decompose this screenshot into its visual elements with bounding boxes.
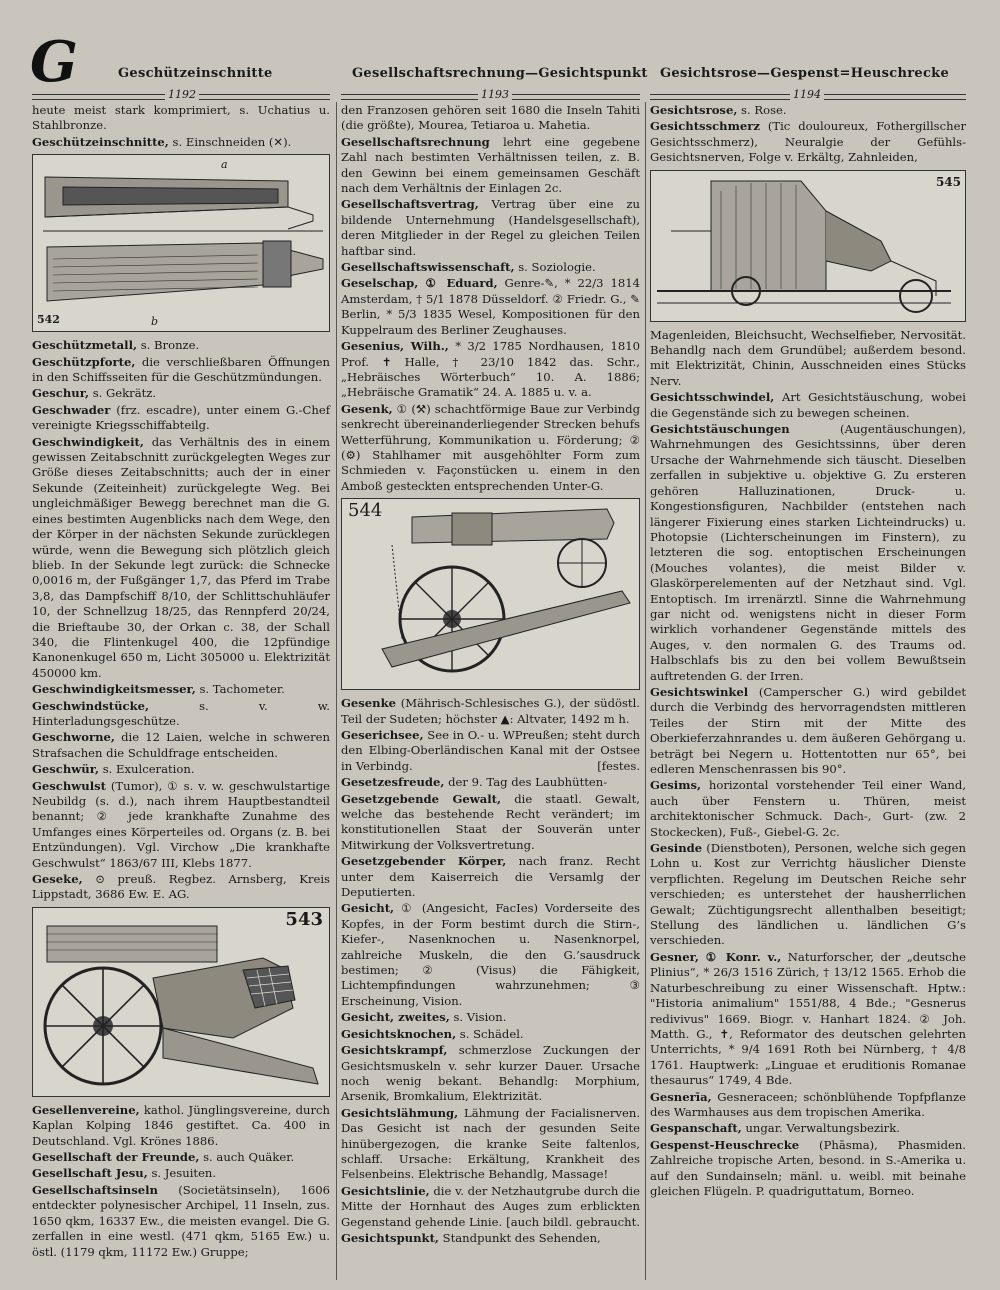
entry: Geschwür, s. Exulceration. <box>32 762 195 777</box>
header-middle: Gesellschaftsrechnung—Gesichtspunkt <box>352 66 648 81</box>
headword: Geschworne, <box>32 730 115 745</box>
entry: Geschur, s. Gekrätz. <box>32 386 157 401</box>
mortar-illustration <box>342 499 640 689</box>
gun-barrel-illustration <box>33 155 330 331</box>
entry: heute meist stark komprimiert, s. Uchatius u. Stahlbronze. <box>32 103 330 133</box>
entry: Gesner, ① Konr. v., Naturforscher, der „deutsche Plinius“, * 26/3 1516 Zürich, † 13/12 1565. Erhob die Naturbeschreibung zu einer Wissenschaft. Hptw.: "Historia animalium" 1551/88, 4 Bde.; "Gesnerus redivivus" 1669. Biogr. v. Hanhart 1824. ② Joh. Matth. G., ✝, Reformator des deutschen gelehrten Unterrichts, * 9/4 1691 Roth bei Nürnberg, † 4/8 1761. Hauptwerk: „Linguae et eruditionis Romanae thesaurus“ 1749, 4 Bde. <box>650 949 966 1088</box>
figure-545-gun-carriage <box>650 170 966 322</box>
headword: Gesenk, <box>341 401 393 416</box>
section-letter: G <box>30 29 78 95</box>
entry: Gesichtslähmung, Lähmung der Facialisnerven. Das Gesicht ist nach der gesunden Seite hinübergezogen, die kranke Seite faltenlos, schlaff. Ursache: Erkältung, Krankheit des Felsenbeins. Elektrische Behandlg, Massage! <box>341 1105 640 1182</box>
headword: Geschwür, <box>32 762 100 777</box>
headword: Gesicht, <box>341 901 395 916</box>
headword: Gesicht, zweites, <box>341 1010 450 1025</box>
entry: Geschworne, die 12 Laien, welche in schweren Strafsachen die Schuldfrage entscheiden. <box>32 730 330 760</box>
page-number-left: 1192 <box>165 88 199 101</box>
entry: Gesichtswinkel (Camperscher G.) wird gebildet durch die Verbindg des hervorragendsten mittleren Teiles der Stirn mit der Mitte des Oberkieferzahnrandes u. dem äußeren Gehörgang u. beträgt bei Negern u. Hottentotten nur 65°, bei edleren Menschenrassen bis 90°. <box>650 684 966 776</box>
headword: Gespenst-Heuschrecke <box>650 1137 800 1152</box>
entry: Geschwulst (Tumor), ① s. v. w. geschwulstartige Neubildg (s. d.), nach ihrem Hauptbestandteil benannt; ② jede krankhafte Zunahme des Umfanges eines Körperteiles od. Organs (z. B. bei Entzündungen). Vgl. Virchow „Die krankhafte Geschwulst“ 1863/67 III, Klebs 1877. <box>32 778 330 870</box>
header-right: Gesichtsrose—Gespenst=Heuschrecke <box>660 66 950 81</box>
gun-carriage-illustration <box>651 171 966 321</box>
headword: Gesenius, Wilh., <box>341 339 449 354</box>
entry: Gesenius, Wilh., * 3/2 1785 Nordhausen, 1810 Prof. ✝ Halle, † 23/10 1842 das. Schr., „Hebräisches Wörterbuch“ 10. A. 1886; „Hebräische Gramatik“ 24. A. 1885 u. v. a. <box>341 339 640 400</box>
figure-544-mortar <box>341 498 640 690</box>
entry: Geschwader (frz. escadre), unter einem G.-Chef vereinigte Kriegsschiffabteilg. <box>32 402 330 433</box>
entry: Gesichtsschwindel, Art Gesichtstäuschung, wobei die Gegenstände sich zu bewegen scheinen. <box>650 390 966 420</box>
headword: Geschützpforte, <box>32 354 136 369</box>
headword: Geschwindstücke, <box>32 698 150 713</box>
headword: Gesellschaftswissenschaft, <box>341 260 515 275</box>
entry: Gesellschaftswissenschaft, s. Soziologie. <box>341 260 596 275</box>
headword: Gespanschaft, <box>650 1121 742 1136</box>
entry: Gesicht, ① (Angesicht, FacIes) Vorderseite des Kopfes, in der Form bestimt durch die Stirn-, Kiefer-, Nasenknochen u. Nasenknorpel, zahlreiche Muskeln, die den G.’sausdruck bestimen; ② (Visus) die Fähigkeit, Lichtempfindungen wahrzunehmen; ③ Erscheinung, Vision. <box>341 901 640 1008</box>
entry: Gesellschaft der Freunde, s. auch Quäker. <box>32 1150 295 1165</box>
headword: Gesims, <box>650 778 702 793</box>
headword: Geschwindigkeit, <box>32 434 144 449</box>
headword: Geschützmetall, <box>32 338 138 353</box>
headword: Gesellschaftsvertrag, <box>341 197 479 212</box>
entry: Gesetzgebende Gewalt, die staatl. Gewalt, welche das bestehende Recht verändert; im konstitutionellen Staat der Souverän unter Mitwirkung der Volksvertretung. <box>341 791 640 852</box>
figure-number: 543 <box>285 908 323 930</box>
headword: Geschützeinschnitte, <box>32 134 169 149</box>
headword: Gesetzgebende Gewalt, <box>341 791 502 806</box>
figure-label-b: b <box>151 314 159 328</box>
entry: Gesellschaftsinseln (Societätsinseln), 1606 entdeckter polynesischer Archipel, 11 Inseln, zus. 1650 qkm, 16337 Ew., die meisten evangel. Die G. zerfallen in eine westl. (471 qkm, 5165 Ew.) u. östl. (1179 qkm, 11172 Ew.) Gruppe; <box>32 1182 330 1259</box>
entry: Geschwindstücke, s. v. w. Hinterladungsgeschütze. <box>32 698 330 728</box>
entry: Gesellschaftsvertrag, Vertrag über eine zu bildende Unternehmung (Handelsgesellschaft), deren Mitglieder in der Regel zu gleichen Teilen haftbar sind. <box>341 197 640 258</box>
headword: Gesichtsschwindel, <box>650 390 775 405</box>
entry: Gesims, horizontal vorstehender Teil einer Wand, auch über Fenstern u. Thüren, meist architektonischer Schmuck. Dach-, Gurt- (zw. 2 Stockecken), Fuß-, Giebel-G. 2c. <box>650 778 966 839</box>
headword: Gesichtswinkel <box>650 684 749 699</box>
headword: Gesichtslinie, <box>341 1183 430 1198</box>
headword: Gesichtspunkt, <box>341 1230 439 1245</box>
entry: Gespenst-Heuschrecke (Phāsma), Phasmiden. Zahlreiche tropische Arten, besond. in S.-Amerika u. auf den Sundainseln; mänl. u. weibl. mit beinahe gleichen Flügeln. P. quadriguttatum, Borneo. <box>650 1137 966 1198</box>
figure-label-a: a <box>221 158 228 172</box>
entry: Gesichtspunkt, Standpunkt des Sehenden, <box>341 1230 601 1245</box>
headword: Gesellschaft der Freunde, <box>32 1150 200 1165</box>
figure-number: 542 <box>37 312 60 326</box>
entry: Geschwindigkeit, das Verhältnis des in einem gewissen Zeitabschnitt zurückgelegten Weges zur Größe dieses Zeitabschnitts; auch der in einer Sekunde (Zeiteinheit) zurückgelegte Weg. Bei ungleichmäßiger Bewegg berechnet man die G. eines bestimten Augenblicks nach dem Wege, den der Körper in der nächsten Sekunde zurücklegen würde, wenn die Bewegung sich plötzlich gleich blieb. In der Sekunde legt zurück: die Schnecke 0,0016 m, der Fußgänger 1,7, das Pferd im Trabe 3,8, das Dampfschiff 8/10, der Schlittschuhläufer 10, der Schnellzug 18/25, das Rennpferd 20/24, die Brieftaube 30, der Orkan c. 38, der Schall 340, die Flintenkugel 400, die 12pfündige Kanonenkugel 650 m, Licht 305000 u. Elektrizität 450000 km. <box>32 434 330 680</box>
entry: Gesichtsrose, s. Rose. <box>650 103 787 117</box>
entry: Geselschap, ① Eduard, Genre-✎, * 22/3 1814 Amsterdam, † 5/1 1878 Düsseldorf. ② Friedr. G., ✎ Berlin, * 5/3 1835 Wesel, Kompositionen für den Kuppelraum des Berliner Zeughauses. <box>341 276 640 337</box>
headword: Gesellschaft Jesu, <box>32 1166 148 1181</box>
entry: Gesichtskrampf, schmerzlose Zuckungen der Gesichtsmuskeln v. sehr kurzer Dauer. Ursache noch wenig bekant. Behandlg: Morphium, Arsenik, Bromkalium, Elektrizität. <box>341 1043 640 1104</box>
entry: Geschützmetall, s. Bronze. <box>32 338 200 353</box>
headword: Gesnerīa, <box>650 1089 712 1104</box>
headword: Geselschap, ① Eduard, <box>341 276 498 291</box>
headword: Gesellschaftsinseln <box>32 1182 158 1197</box>
entry: Gesichtsknochen, s. Schädel. <box>341 1026 524 1041</box>
headword: Geschwindigkeitsmesser, <box>32 682 196 697</box>
entry: Gespanschaft, ungar. Verwaltungsbezirk. <box>650 1121 900 1136</box>
entry: Geserichsee, See in O.- u. WPreußen; steht durch den Elbing-Oberländischen Kanal mit der Ostsee in Verbindg. [festes. <box>341 727 640 773</box>
entry: Gesinde (Dienstboten), Personen, welche sich gegen Lohn u. Kost zur Verrichtg häuslicher Dienste verpflichten. Regelung im Deutschen Reiche sehr verschieden; es unterstehet der hausherrlichen Gewalt; Züchtigungsrecht allenthalben beseitigt; Stellung des ländlichen u. ländlichen G’s verschieden. <box>650 841 966 948</box>
headword: Gesetzgebender Körper, <box>341 854 507 869</box>
entry: Gesetzesfreude, der 9. Tag des Laubhütten- <box>341 775 608 790</box>
headword: Geserichsee, <box>341 727 424 742</box>
entry: Geschützpforte, die verschließbaren Öffnungen in den Schiffsseiten für die Geschützmündungen. <box>32 354 330 385</box>
entry: Gesichtstäuschungen (Augentäuschungen), Wahrnehmungen des Gesichtssinns, über deren Ursache der Wahrnehmende sich täuscht. Dieselben zerfallen in subjektive u. objektive G. Zu ersteren gehören Halluzinationen, Druck- u. Kongestionsfiguren, Nachbilder (entstehen nach längerer Fixierung eines starken Lichteindrucks) u. Photopsie (Lichterscheinungen im Finstern), zu letzteren die sog. entoptischen Erscheinungen (Mouches volantes), die meist Bilder v. Glaskörperelementen auf der Netzhaut sind. Vgl. Entoptisch. Im irrenärztl. Sinne die Wahrnehmung gar nicht od. wenigstens nicht in dieser Form wirklich vorhandener Gegenstände mittels des Auges, v. den normalen G. des Traums od. Halbschlafs bis zu den bei vollem Bewußtsein auftretenden G. der Irren. <box>650 422 966 683</box>
entry: Gesellschaft Jesu, s. Jesuiten. <box>32 1166 217 1181</box>
column-right <box>650 103 966 1200</box>
entry: Geschwindigkeitsmesser, s. Tachometer. <box>32 682 285 697</box>
headword: Gesinde <box>650 841 703 856</box>
headword: Gesellenvereine, <box>32 1102 140 1117</box>
headword: Geschwader <box>32 402 111 417</box>
figure-542-gun-barrel <box>32 154 330 332</box>
entry: Gesellenvereine, kathol. Jünglingsvereine, durch Kaplan Kolping 1846 gestiftet. Ca. 400 in Deutschland. Vgl. Krönes 1886. <box>32 1102 330 1148</box>
column-left <box>32 103 330 1261</box>
headword: Gesichtskrampf, <box>341 1043 448 1058</box>
entry: Gesicht, zweites, s. Vision. <box>341 1010 507 1025</box>
headword: Gesner, ① Konr. v., <box>650 949 782 964</box>
entry: Magenleiden, Bleichsucht, Wechselfieber, Nervosität. Behandlg nach dem Grundübel; außerdem besond. mit Elektrizität, Chinin, Ausschneiden eines Stücks Nerv. <box>650 327 966 388</box>
column-divider <box>336 102 337 1280</box>
entry: Gesnerīa, Gesneraceen; schönblühende Topfpflanze des Warmhauses aus dem tropischen Amerika. <box>650 1089 966 1119</box>
page-number-right: 1194 <box>790 88 824 101</box>
headword: Geschwulst <box>32 778 106 793</box>
figure-number: 544 <box>348 500 383 522</box>
figure-543-field-gun <box>32 907 330 1097</box>
entry: Geschützeinschnitte, s. Einschneiden (✕). <box>32 134 292 149</box>
column-middle <box>341 103 640 1247</box>
headword: Gesichtsknochen, <box>341 1026 457 1041</box>
entry: Gesenk, ① (⚒) schachtförmige Baue zur Verbindg senkrecht übereinanderliegender Strecken behufs Wetterführung, Kommunikation u. Förderung; ② (⚙) Stahlhamer mit ausgehöhlter Form zum Schmieden v. Façonstücken u. einem in den Amboß gesteckten entsprechenden Unter-G. <box>341 401 640 493</box>
column-divider <box>645 102 646 1280</box>
headword: Geschur, <box>32 386 90 401</box>
entry: Gesellschaftsrechnung lehrt eine gegebene Zahl nach bestimten Verhältnissen teilen, z. B. den Gewinn bei einem gemeinsamen Geschäft nach dem Verhältnis der Einlagen 2c. <box>341 134 640 196</box>
headword: Gesenke <box>341 696 397 711</box>
headword: Gesetzesfreude, <box>341 775 445 790</box>
entry: den Franzosen gehören seit 1680 die Inseln Tahiti (die größte), Mourea, Tetiaroa u. Mahetia. <box>341 103 640 133</box>
headword: Gesellschaftsrechnung <box>341 134 490 149</box>
entry: Geseke, ⊙ preuß. Regbez. Arnsberg, Kreis Lippstadt, 3686 Ew. E. AG. <box>32 872 330 902</box>
entry: Gesichtslinie, die v. der Netzhautgrube durch die Mitte der Hornhaut des Auges zum erblickten Gegenstand gehende Linie. [auch bildl. gebraucht. <box>341 1183 640 1229</box>
headword: Gesichtsschmerz <box>650 119 760 134</box>
figure-number: 545 <box>935 174 961 189</box>
entry: Gesenke (Mährisch-Schlesisches G.), der südöstl. Teil der Sudeten; höchster ▲: Altvater, 1492 m h. <box>341 696 640 726</box>
entry: Gesetzgebender Körper, nach franz. Recht unter dem Kaiserreich die Versamlg der Deputierten. <box>341 854 640 900</box>
entry: Gesichtsschmerz (Tic douloureux, Fothergillscher Gesichtsschmerz), Neuralgie der Gefühls-Gesichtsnerven, Folge v. Erkältg, Zahnleiden, <box>650 119 966 165</box>
page-number-middle: 1193 <box>478 88 512 101</box>
headword: Gesichtslähmung, <box>341 1105 459 1120</box>
headword: Geseke, <box>32 872 83 887</box>
headword: Gesichtstäuschungen <box>650 422 790 437</box>
header-left: Geschützeinschnitte <box>118 66 273 81</box>
headword: Gesichtsrose, <box>650 103 738 117</box>
field-gun-illustration <box>33 908 330 1096</box>
